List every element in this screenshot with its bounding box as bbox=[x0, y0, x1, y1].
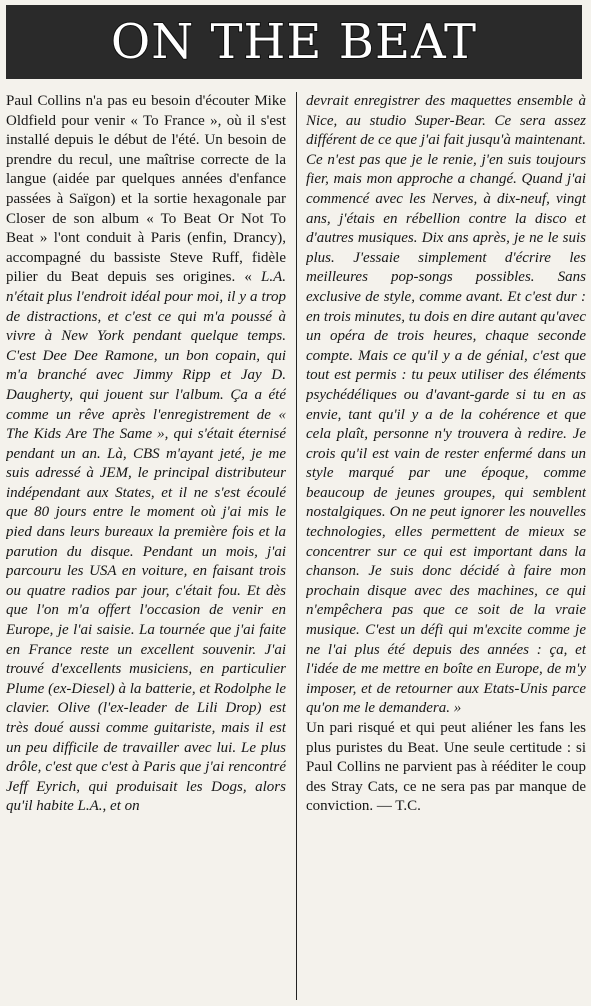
section-header-banner bbox=[6, 5, 582, 79]
article-paragraph bbox=[6, 92, 286, 817]
section-title: ON THE BEAT bbox=[110, 14, 478, 70]
closing-paragraph: Un pari risqué et qui peut aliéner les fans les plus puristes du Beat. Une seule certitude : si Paul Collins ne parvient pas à rééditer le coup des Stray Cats, ce ne sera pas par manque de conviction. — T.C. bbox=[306, 720, 586, 815]
column-divider bbox=[296, 92, 297, 1000]
quote-text: L.A. n'était plus l'endroit idéal pour moi, il y a trop de distractions, et c'est ce qui m'a poussé à vivre à New York pendant quelque temps. C'est Dee Dee Ramone, un bon copain, qui m'a branché avec Jimmy Ripp et Jay D. Daugherty, qui jouent sur l'album. Ça a été comme un rêve après l'enregistrement de « The Kids Are The Same », qui s'était éternisé pendant un an. Là, CBS m'ayant jeté, je me suis adressé à JEM, le principal distributeur indépendant aux States, et il ne s'est écoulé que 80 jours entre le moment où j'ai mis le pied dans leurs bureaux la première fois et la parution du disque. Pendant un mois, j'ai parcouru les USA en voiture, en faisant trois ou quatre radios par jour, c'était fou. Et dès que l'on m'a offert l'occasion de venir en Europe, je l'ai saisie. La tournée que j'ai faite en France reste un excellent souvenir. J'ai trouvé d'excellents musiciens, en particulier Plume (ex-Diesel) à la batterie, et Rodolphe le clavier. Olive (l'ex-leader de Lili Drop) est très doué aussi comme guitariste, mais il est un peu difficile de travailler avec lui. Le plus drôle, c'est que c'est à Paris que j'ai rencontré Jeff Eyrich, qui produisait les Dogs, alors qu'il habite L.A., et on bbox=[6, 269, 286, 815]
article-body bbox=[6, 92, 586, 1000]
quote-continuation: devrait enregistrer des maquettes ensemble à Nice, au studio Super-Bear. Ce sera assez différent de ce que j'ai fait jusqu'à maintenant. Ce n'est pas que je le renie, j'en suis toujours fier, mais mon approche a changé. Quand j'ai commencé avec les Nerves, à dix-neuf, vingt ans, j'étais en rébellion contre la disco et d'autres musiques. Dix ans après, je ne le suis plus. J'essaie simplement d'écrire les meilleures pop-songs possibles. Sans exclusive de style, comme avant. Et c'est dur : en trois minutes, tu dois en dire autant qu'avec un opéra de trois heures, chaque seconde compte. Mais ce qu'il y a de génial, c'est que tout est permis : tu peux utiliser des éléments psychédéliques ou d'avant-garde si tu en as envie, tant qu'il y a de la cohérence et que cela plaît, personne n'y trouvera à redire. Je crois qu'il est vain de rester enfermé dans un style marqué par une époque, comme beaucoup de jeunes groupes, qui semblent nostalgiques. On ne peut ignorer les nouvelles technologies, elles permettent de mieux se concentrer sur ce qui est important dans la chanson. Je suis donc décidé à faire mon prochain disque avec des machines, ce qui n'empêchera pas que ce soit de la vraie musique. C'est un défi qui m'excite comme je ne l'ai plus été depuis des années : ça, et l'idée de me mettre en boîte en Europe, de m'y imposer, et de retourner aux Etats-Unis parce qu'on me le demandera. » bbox=[306, 93, 586, 717]
article-column-left bbox=[6, 92, 286, 1000]
intro-text: Paul Collins n'a pas eu besoin d'écouter Mike Oldfield pour venir « To France », où il s'est installé depuis le début de l'été. Un besoin de prendre du recul, une maîtrise correcte de la langue (aidée par quelques années d'enfance passées à Saïgon) et la sortie hexagonale par Closer de son album « To Beat Or Not To Beat » l'ont conduit à Paris (enfin, Drancy), accompagné du bassiste Steve Ruff, fidèle pilier du Beat depuis ses origines. « bbox=[6, 93, 286, 286]
article-column-right bbox=[306, 92, 586, 1000]
